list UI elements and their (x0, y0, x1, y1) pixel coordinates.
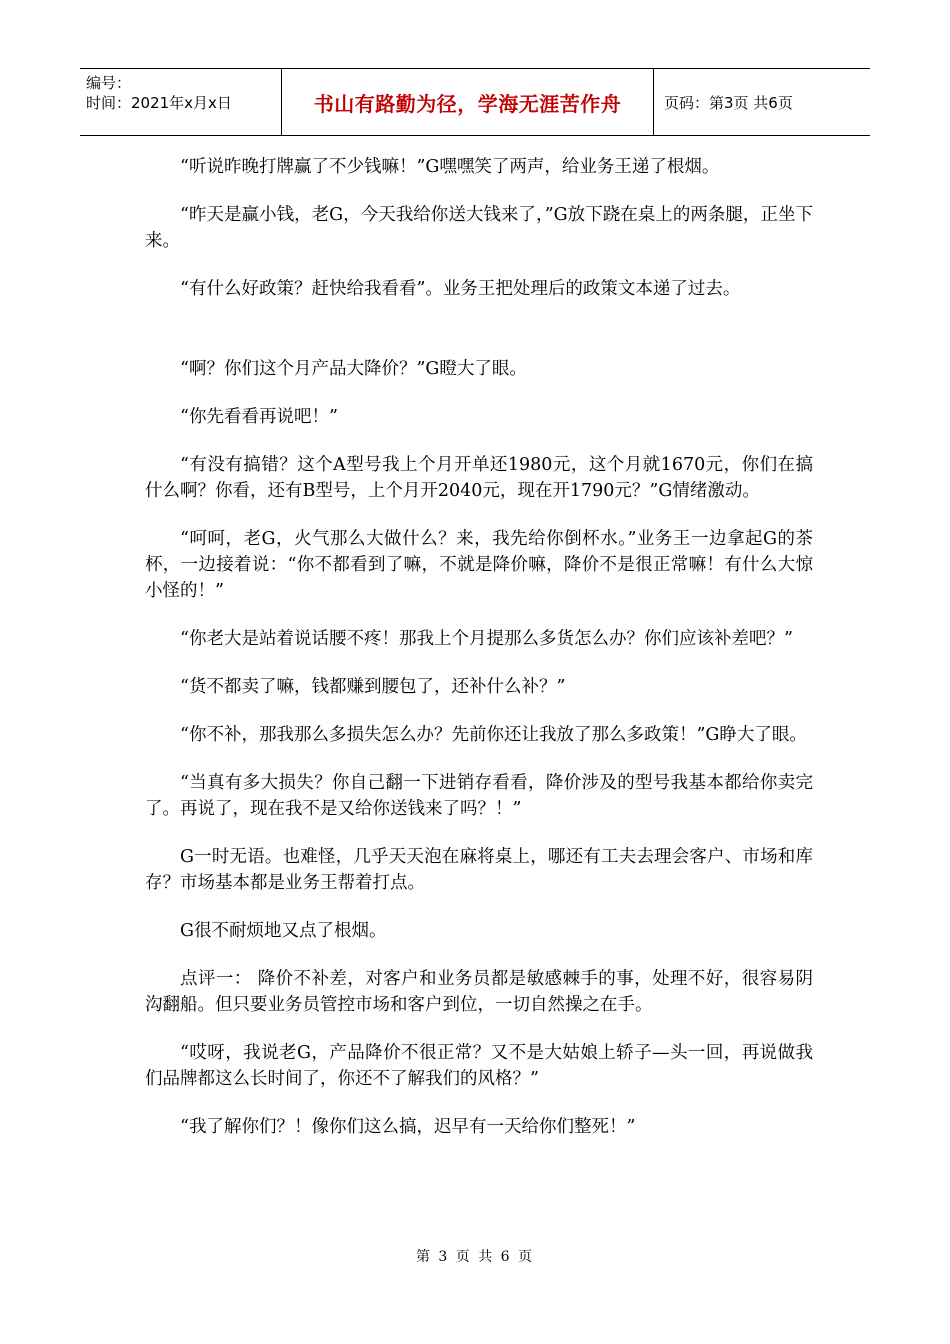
paragraph: “你先看看再说吧！” (180, 407, 338, 427)
paragraph: “你不补，那我那么多损失怎么办？先前你还让我放了那么多政策！”G睁大了眼。 (180, 725, 807, 745)
document-body (145, 154, 813, 1162)
page-header (80, 68, 870, 136)
paragraph: “我了解你们？！像你们这么搞，迟早有一天给你们整死！” (180, 1117, 636, 1137)
header-number: 编号： (86, 74, 132, 92)
paragraph: “呵呵，老G，火气那么大做什么？来，我先给你倒杯水。”业务王一边拿起G的茶杯，一边接着说：“你不都看到了嘛，不就是降价嘛，降价不是很正常嘛！有什么大惊小怪的！” (145, 529, 813, 601)
header-slogan-cell (282, 69, 654, 135)
paragraph: “昨天是赢小钱，老G，今天我给你送大钱来了，”G放下跷在桌上的两条腿，正坐下来。 (145, 205, 813, 251)
header-slogan: 书山有路勤为径，学海无涯苦作舟 (313, 91, 622, 116)
paragraph: “当真有多大损失？你自己翻一下进销存看看，降价涉及的型号我基本都给你卖完了。再说了，现在我不是又给你送钱来了吗？！” (145, 773, 813, 819)
paragraph: G很不耐烦地又点了根烟。 (180, 921, 387, 941)
paragraph: 点评一： 降价不补差，对客户和业务员都是敏感棘手的事，处理不好，很容易阴沟翻船。但只要业务员管控市场和客户到位，一切自然操之在手。 (145, 969, 813, 1015)
paragraph: “你老大是站着说话腰不疼！那我上个月提那么多货怎么办？你们应该补差吧？” (180, 629, 793, 649)
paragraph: “有什么好政策？赶快给我看看”。业务王把处理后的政策文本递了过去。 (180, 279, 741, 299)
paragraph: “有没有搞错？这个A型号我上个月开单还1980元，这个月就1670元，你们在搞什么啊？你看，还有B型号，上个月开2040元，现在开1790元？”G情绪激动。 (145, 455, 813, 501)
paragraph: “哎呀，我说老G，产品降价不很正常？又不是大姑娘上轿子—头一回，再说做我们品牌都这么长时间了，你还不了解我们的风格？” (145, 1043, 813, 1089)
paragraph: G一时无语。也难怪，几乎天天泡在麻将桌上，哪还有工夫去理会客户、市场和库存？市场基本都是业务王帮着打点。 (145, 847, 813, 893)
paragraph: “货不都卖了嘛，钱都赚到腰包了，还补什么补？” (180, 677, 566, 697)
header-page-info: 页码：第3页 共6页 (664, 93, 793, 112)
paragraph: “听说昨晚打牌赢了不少钱嘛！”G嘿嘿笑了两声，给业务王递了根烟。 (180, 157, 720, 177)
header-page-info-cell (654, 69, 870, 135)
header-meta (80, 69, 282, 135)
paragraph: “啊？你们这个月产品大降价？”G瞪大了眼。 (180, 359, 527, 379)
page-footer: 第 3 页 共 6 页 (415, 1249, 535, 1265)
header-time: 时间：2021年x月x日 (86, 94, 232, 112)
